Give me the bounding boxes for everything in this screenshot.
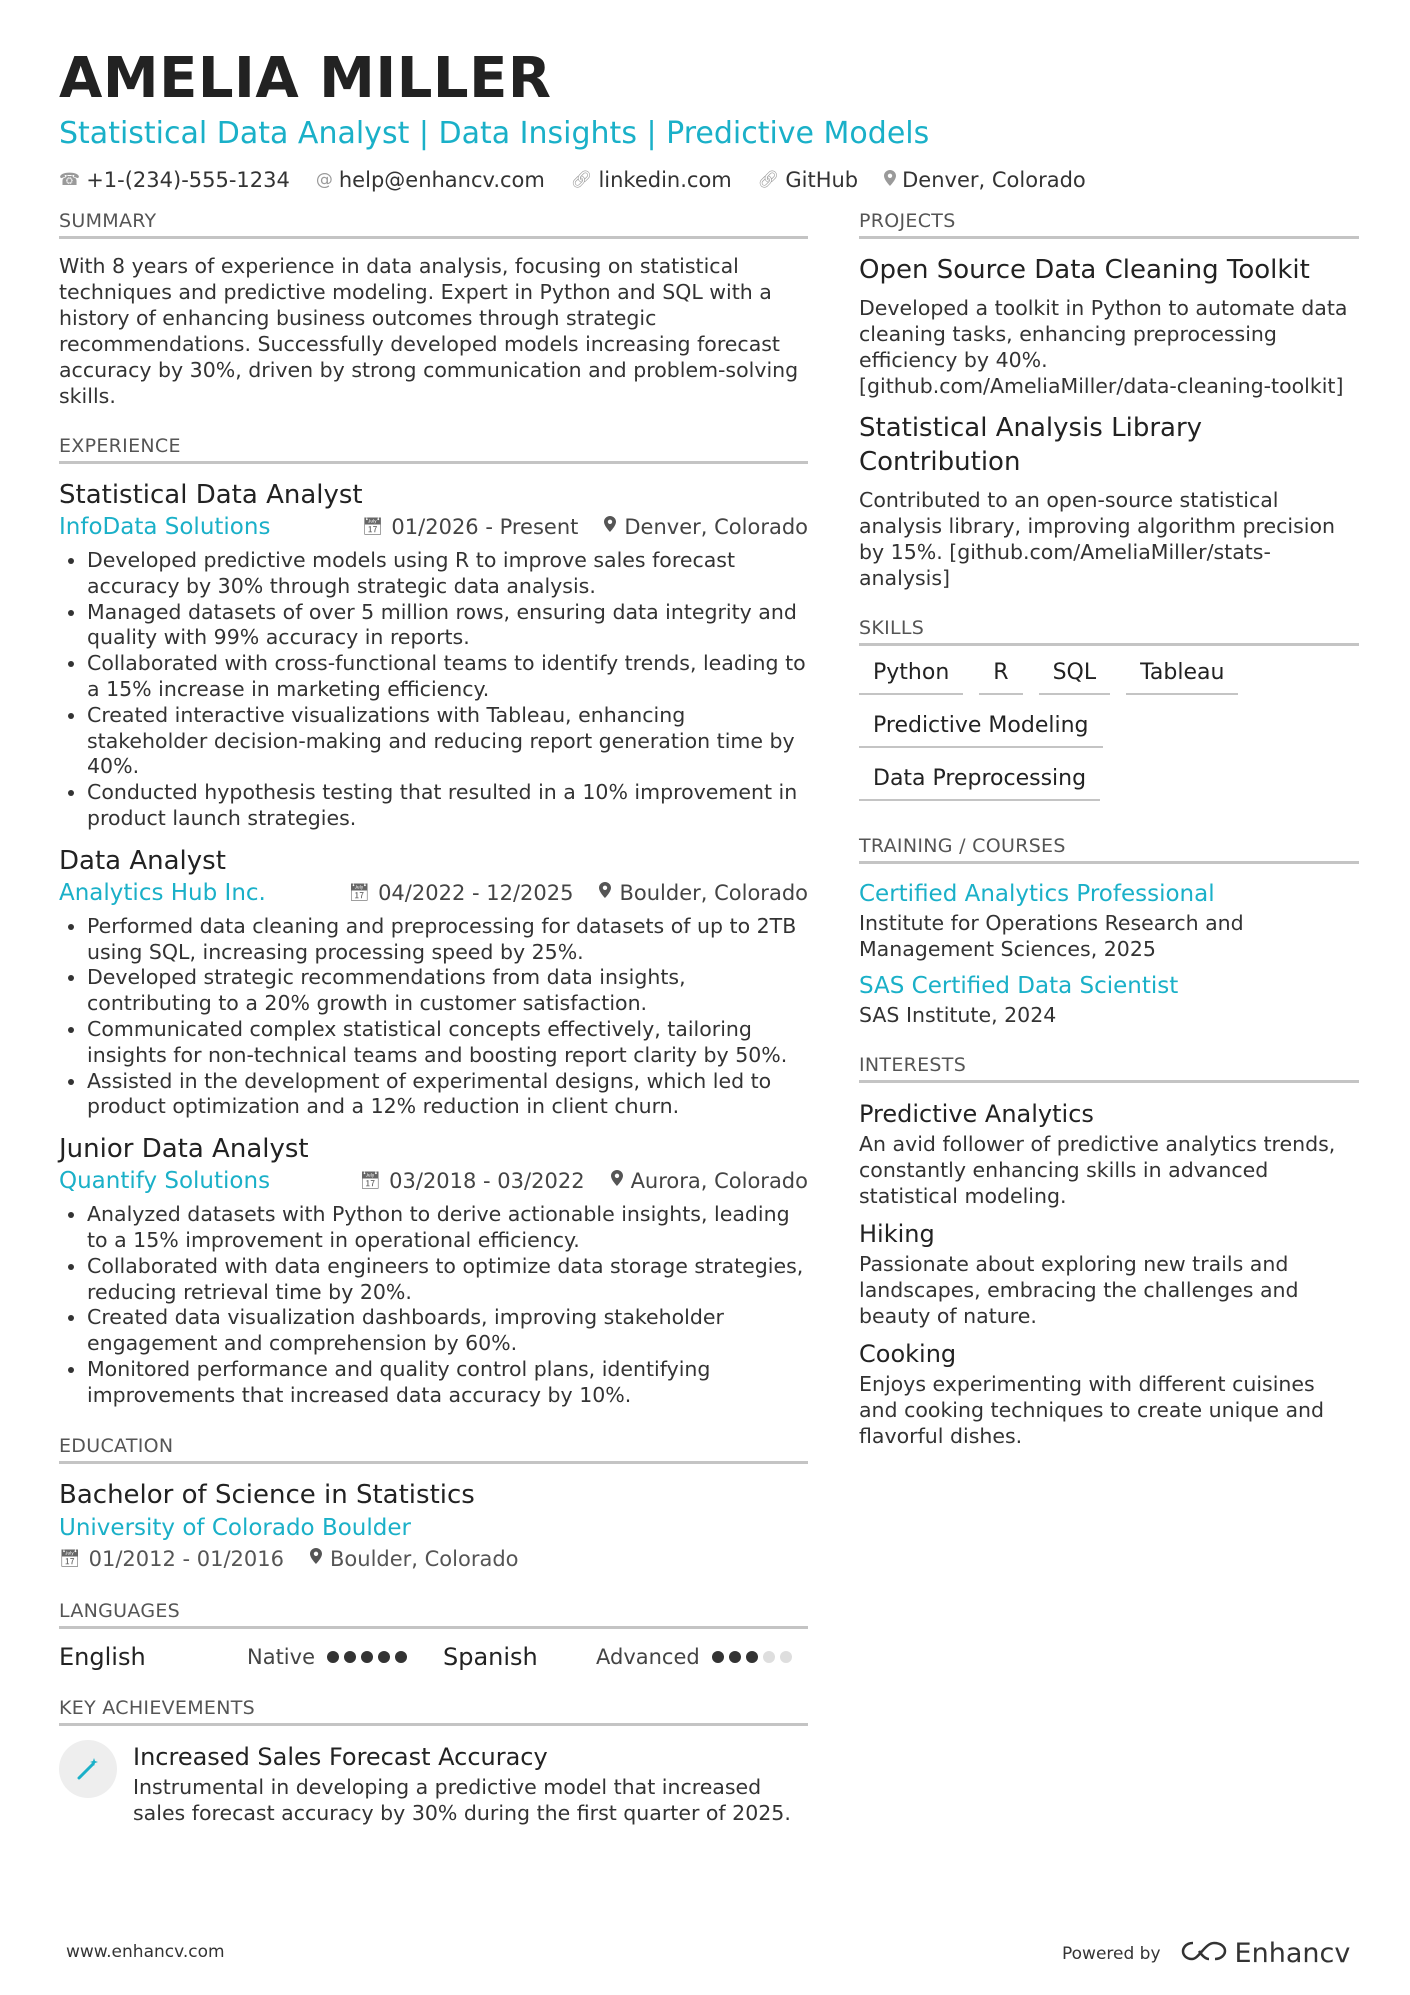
skill-tag: Python	[859, 660, 963, 695]
link-icon: 🔗︎	[570, 170, 593, 190]
education-location: Boulder, Colorado	[330, 1546, 519, 1571]
brand-logo[interactable]	[1181, 1938, 1351, 1969]
section-title: EXPERIENCE	[59, 435, 808, 464]
section-title: TRAINING / COURSES	[859, 835, 1359, 864]
rating-dot	[712, 1651, 724, 1663]
contact-github-text: GitHub	[785, 168, 859, 192]
project-text: Developed a toolkit in Python to automate data cleaning tasks, enhancing preprocessing efficiency by 40%. [github.com/AmeliaMiller/data-cleaning-toolkit]	[859, 296, 1348, 398]
contact-email[interactable]	[316, 168, 545, 192]
skills-section	[859, 617, 1359, 801]
skill-tag: SQL	[1039, 660, 1111, 695]
achievement-text: Instrumental in developing a predictive model that increased sales forecast accuracy by 30% during the first quarter of 2025.	[133, 1774, 791, 1825]
experience-section	[59, 435, 808, 1409]
location-icon	[310, 1544, 322, 1574]
interest-title: Hiking	[859, 1220, 935, 1248]
list-item: • Developed strategic recommendations from data insights, contributing to a 20% growth in customer satisfaction.	[87, 965, 808, 1017]
rating-dot	[763, 1651, 775, 1663]
location-icon	[884, 170, 896, 191]
project-text: Contributed to an open-source statistical analysis library, improving algorithm precision by 15%. [github.com/AmeliaMiller/stats-analysis]	[859, 488, 1335, 590]
achievement-item	[59, 1740, 808, 1826]
skill-tag: Predictive Modeling	[859, 713, 1103, 748]
section-title: PROJECTS	[859, 210, 1359, 239]
language-rating	[327, 1651, 407, 1663]
skill-tag: Data Preprocessing	[859, 766, 1100, 801]
achievements-section	[59, 1697, 808, 1826]
link-icon: 🔗︎	[757, 170, 780, 190]
list-item: • Collaborated with data engineers to optimize data storage strategies, reducing retrieval time by 20%.	[87, 1254, 808, 1306]
section-title: SKILLS	[859, 617, 1359, 646]
section-title: INTERESTS	[859, 1054, 1359, 1083]
at-icon: @	[315, 170, 333, 190]
project-title: Open Source Data Cleaning Toolkit	[859, 255, 1310, 285]
location-icon	[611, 1166, 623, 1196]
rating-dot	[780, 1651, 792, 1663]
list-item: • Analyzed datasets with Python to derive actionable insights, leading to a 15% improvement in operational efficiency.	[87, 1202, 808, 1254]
job-company: Quantify Solutions	[59, 1168, 271, 1195]
job-role: Statistical Data Analyst	[59, 480, 363, 510]
contact-github[interactable]	[758, 168, 858, 192]
enhancv-logo-icon	[1181, 1938, 1227, 1969]
interest-text: Passionate about exploring new trails and landscapes, embracing the challenges and beauty of nature.	[859, 1252, 1299, 1328]
skill-tag: R	[979, 660, 1022, 695]
calendar-icon: 📅︎	[59, 1548, 81, 1569]
right-column	[859, 210, 1359, 1449]
job-bullets	[59, 548, 808, 832]
list-item: • Created interactive visualizations with Tableau, enhancing stakeholder decision-making and reducing report generation time by 40%.	[87, 703, 808, 780]
job-dates: 01/2026 - Present	[391, 515, 579, 539]
brand-name: Enhancv	[1234, 1938, 1351, 1969]
job-entry	[59, 1132, 808, 1408]
job-role: Data Analyst	[59, 845, 226, 876]
language-rating	[712, 1651, 792, 1663]
list-item: • Developed predictive models using R to improve sales forecast accuracy by 30% through strategic data analysis.	[87, 548, 808, 600]
interest-text: Enjoys experimenting with different cuisines and cooking techniques to create unique and flavorful dishes.	[859, 1372, 1325, 1448]
location-icon	[604, 512, 616, 542]
list-item: • Performed data cleaning and preprocessing for datasets of up to 2TB using SQL, increasing processing speed by 25%.	[87, 914, 808, 966]
summary-section	[59, 210, 808, 409]
rating-dot	[395, 1651, 407, 1663]
job-entry	[59, 844, 808, 1120]
job-dates: 03/2018 - 03/2022	[389, 1169, 585, 1194]
list-item: • Created data visualization dashboards, improving stakeholder engagement and comprehension by 60%.	[87, 1305, 808, 1357]
language-name: English	[59, 1642, 146, 1671]
job-bullets	[59, 914, 808, 1120]
languages-section	[59, 1600, 808, 1671]
rating-dot	[746, 1651, 758, 1663]
training-section	[859, 835, 1359, 1028]
skills-list	[859, 660, 1359, 801]
powered-by	[1062, 1938, 1350, 1969]
contact-location	[884, 168, 1086, 192]
rating-dot	[327, 1651, 339, 1663]
candidate-subtitle: Statistical Data Analyst | Data Insights | Predictive Models	[59, 116, 930, 151]
magic-wand-icon	[59, 1740, 117, 1798]
contact-location-text: Denver, Colorado	[902, 168, 1086, 192]
degree: Bachelor of Science in Statistics	[59, 1479, 475, 1510]
interests-section	[859, 1054, 1359, 1449]
section-title: LANGUAGES	[59, 1600, 808, 1629]
contact-bar	[59, 168, 1359, 192]
interest-text: An avid follower of predictive analytics trends, constantly enhancing skills in advanced statistical modeling.	[859, 1132, 1336, 1208]
list-item: • Monitored performance and quality control plans, identifying improvements that increased data accuracy by 10%.	[87, 1357, 808, 1409]
calendar-icon: 📅︎	[361, 517, 384, 537]
job-entry	[59, 478, 808, 832]
calendar-icon: 📅︎	[359, 1171, 382, 1192]
job-location: Denver, Colorado	[624, 515, 808, 539]
course-title: SAS Certified Data Scientist	[859, 973, 1179, 999]
powered-by-label: Powered by	[1062, 1943, 1161, 1964]
contact-phone-text: +1-(234)-555-1234	[86, 168, 290, 192]
job-location: Aurora, Colorado	[630, 1169, 808, 1194]
course-text: SAS Institute, 2024	[859, 1003, 1057, 1027]
education-section	[59, 1435, 808, 1574]
rating-dot	[378, 1651, 390, 1663]
location-icon	[599, 878, 611, 908]
resume-header	[59, 46, 1359, 192]
list-item: • Communicated complex statistical concepts effectively, tailoring insights for non-technical teams and boosting report clarity by 50%.	[87, 1017, 808, 1069]
projects-section	[859, 210, 1359, 591]
course-title: Certified Analytics Professional	[859, 881, 1215, 907]
language-level: Advanced	[596, 1644, 700, 1669]
interest-title: Cooking	[859, 1340, 957, 1368]
left-column	[59, 210, 808, 1826]
summary-text: With 8 years of experience in data analysis, focusing on statistical techniques and predictive modeling. Expert in Python and SQL with a history of enhancing business outcomes through strategic recommendations. Successfully developed models increasing forecast accuracy by 30%, driven by strong communication and problem-solving skills.	[59, 254, 799, 408]
job-role: Junior Data Analyst	[59, 1134, 309, 1165]
rating-dot	[361, 1651, 373, 1663]
phone-icon: ☎	[59, 170, 81, 190]
language-level: Native	[247, 1644, 315, 1669]
course-text: Institute for Operations Research and Management Sciences, 2025	[859, 911, 1244, 961]
contact-linkedin[interactable]	[571, 168, 732, 192]
job-company: Analytics Hub Inc.	[59, 879, 266, 906]
list-item: • Managed datasets of over 5 million rows, ensuring data integrity and quality with 99% accuracy in reports.	[87, 600, 808, 652]
job-company: InfoData Solutions	[59, 514, 271, 540]
school: University of Colorado Boulder	[59, 1514, 411, 1541]
candidate-name: AMELIA MILLER	[59, 46, 552, 111]
job-bullets	[59, 1202, 808, 1408]
skill-tag: Tableau	[1126, 660, 1238, 695]
achievement-title: Increased Sales Forecast Accuracy	[133, 1742, 548, 1771]
job-location: Boulder, Colorado	[619, 880, 808, 905]
list-item: • Collaborated with cross-functional teams to identify trends, leading to a 15% increase in marketing efficiency.	[87, 651, 808, 703]
language-name: Spanish	[443, 1642, 538, 1671]
rating-dot	[729, 1651, 741, 1663]
contact-linkedin-text: linkedin.com	[598, 168, 732, 192]
calendar-icon: 📅︎	[348, 882, 371, 903]
job-dates: 04/2022 - 12/2025	[378, 880, 574, 905]
project-title: Statistical Analysis Library Contribution	[859, 413, 1203, 477]
list-item: • Assisted in the development of experimental designs, which led to product optimization and a 12% reduction in client churn.	[87, 1069, 808, 1121]
section-title: KEY ACHIEVEMENTS	[59, 1697, 808, 1726]
contact-email-text: help@enhancv.com	[338, 168, 545, 192]
list-item: • Conducted hypothesis testing that resulted in a 10% improvement in product launch strategies.	[87, 780, 808, 832]
languages-row	[59, 1643, 808, 1671]
contact-phone[interactable]	[59, 168, 290, 192]
rating-dot	[344, 1651, 356, 1663]
section-title: EDUCATION	[59, 1435, 808, 1464]
interest-title: Predictive Analytics	[859, 1100, 1094, 1128]
section-title: SUMMARY	[59, 210, 808, 239]
footer-website[interactable]: www.enhancv.com	[66, 1942, 225, 1962]
education-dates: 01/2012 - 01/2016	[88, 1546, 285, 1571]
